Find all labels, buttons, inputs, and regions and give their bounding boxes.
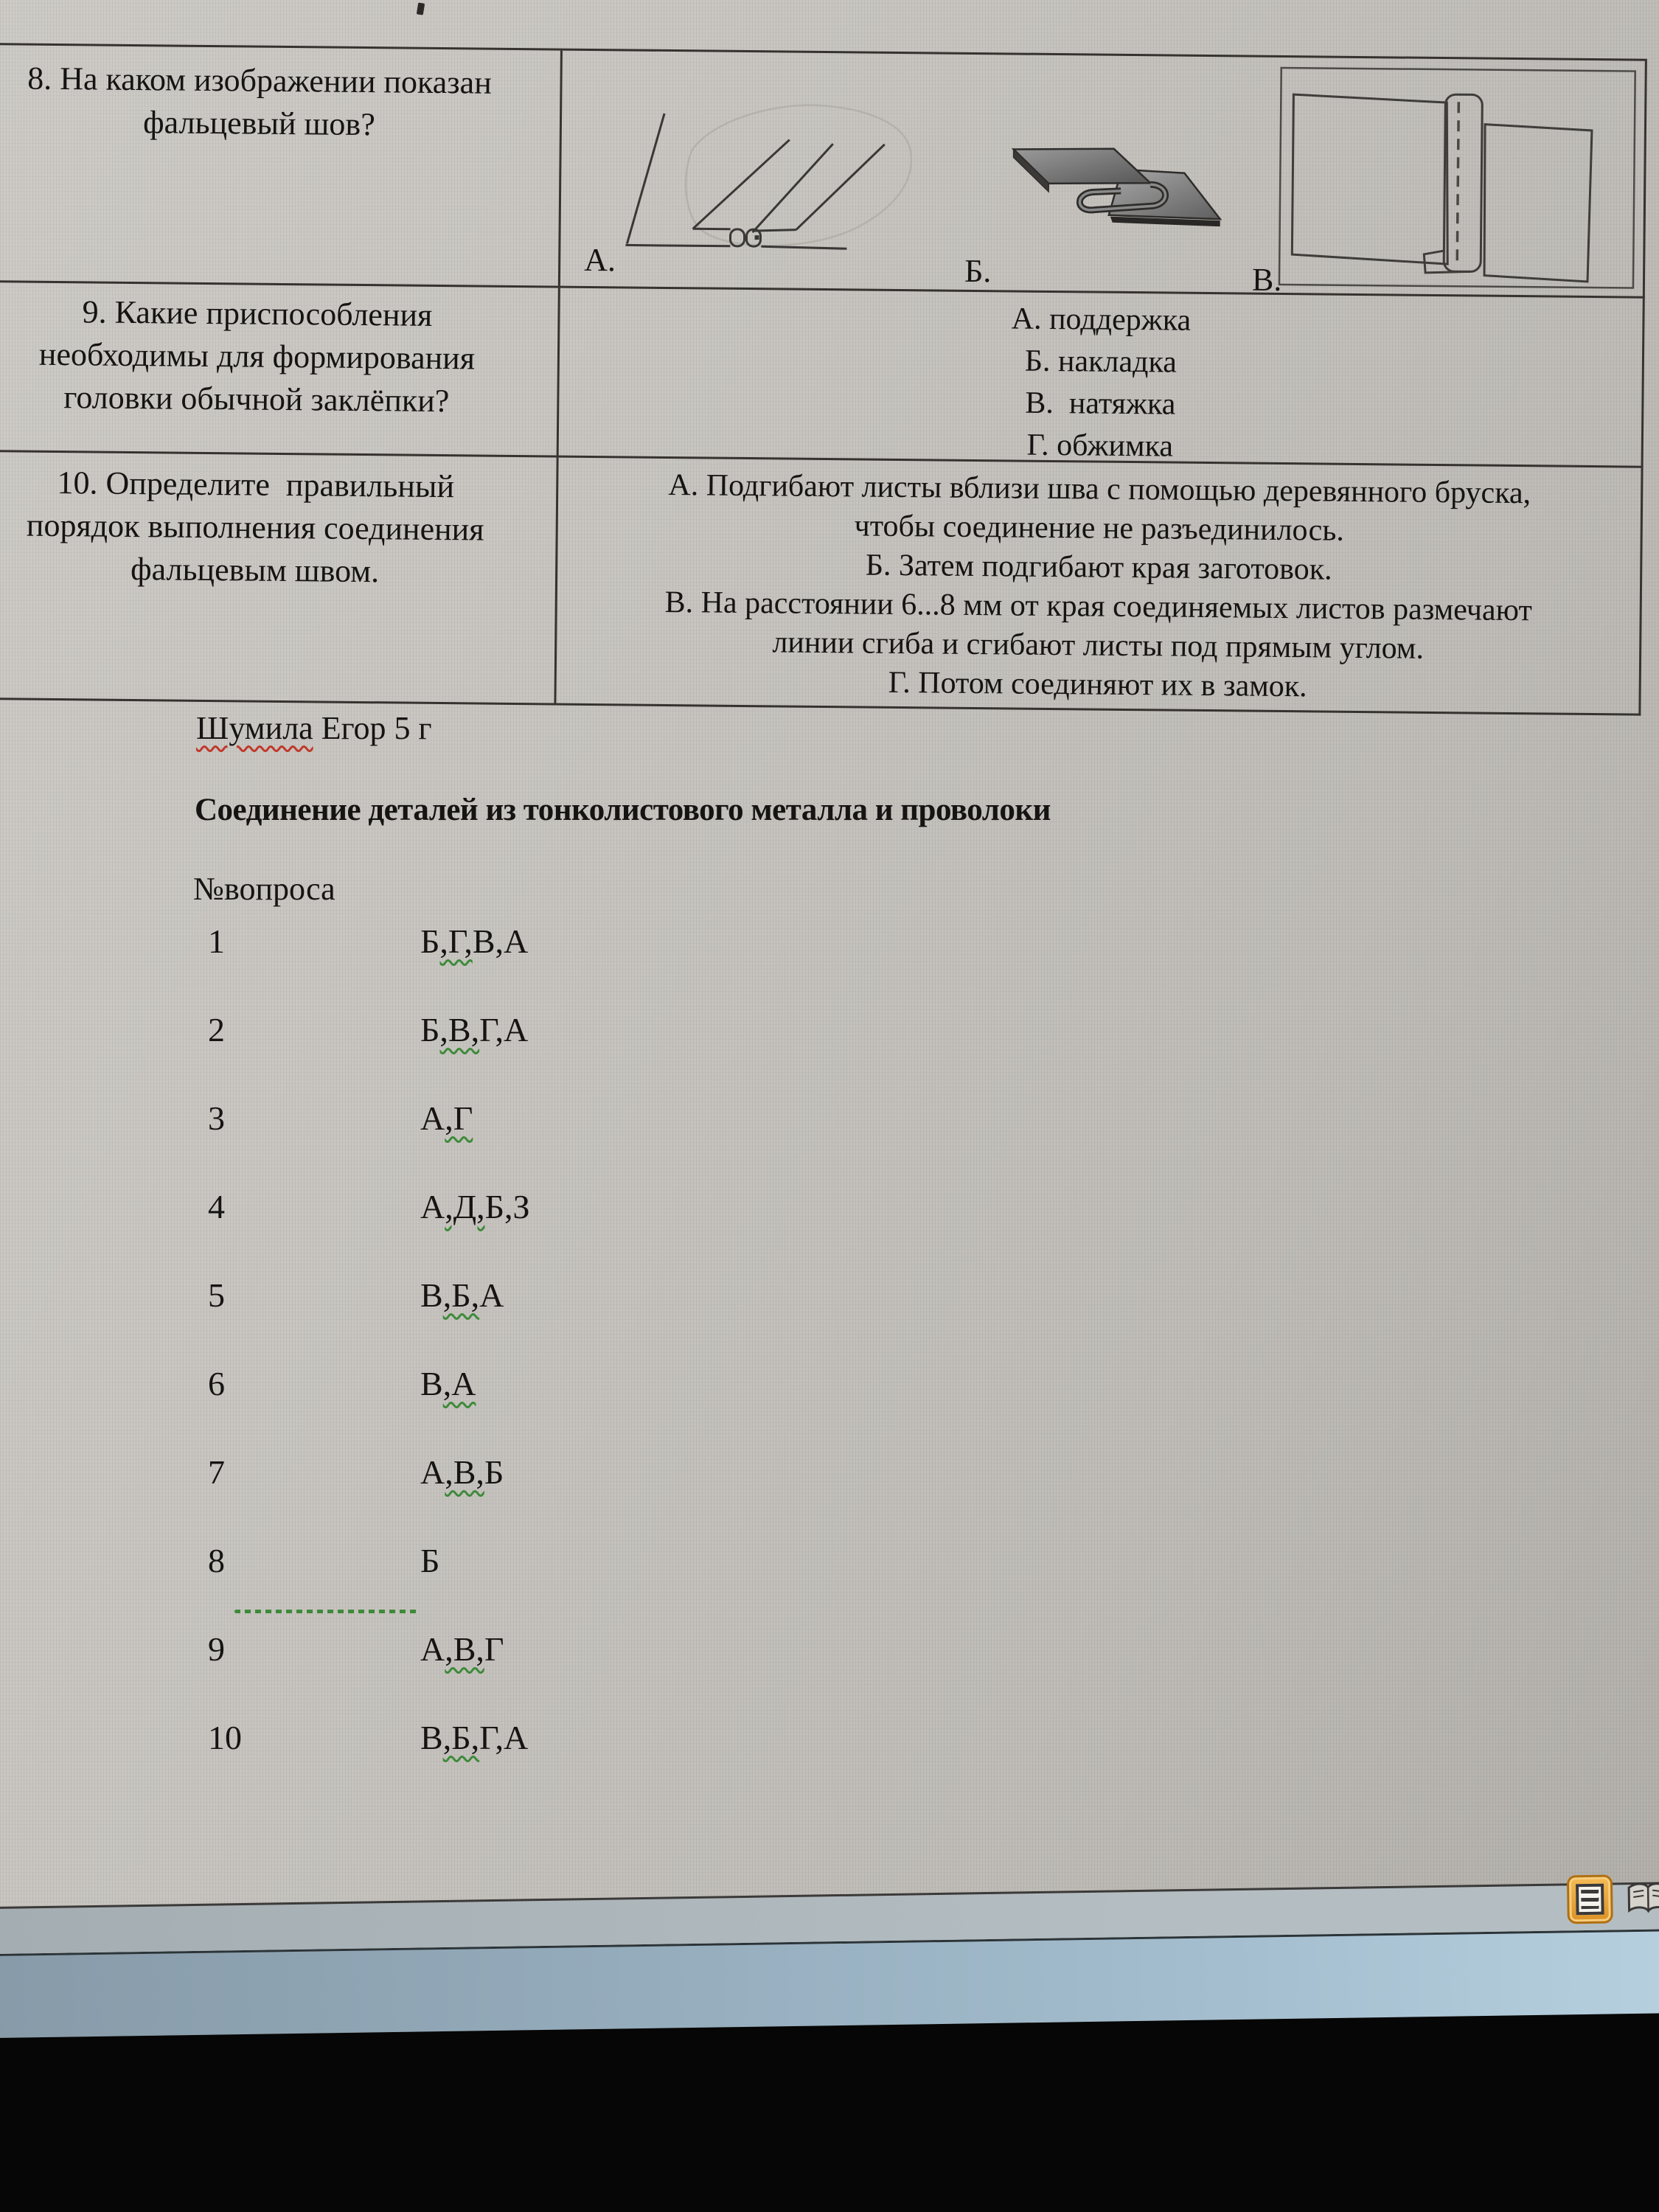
question-8-line2: фальцевый шов? [142, 104, 375, 143]
question-10-option-v-line2: линии сгиба и сгибают листы под прямым углом. [772, 625, 1425, 666]
question-9-option-a: А. поддержка [1011, 302, 1192, 338]
document-title: Соединение деталей из тонколистового металла и проволоки [195, 793, 1051, 827]
seam-image-v [1277, 59, 1648, 299]
grammar-squiggle: ,Б, [442, 1276, 480, 1314]
answer-row-5 [0, 1276, 1659, 1364]
seam-image-a [621, 64, 977, 289]
student-name-line [196, 709, 432, 747]
answer-value: В,Б,Г,А [420, 1719, 529, 1756]
question-10-line2: порядок выполнения соединения [26, 507, 484, 548]
answer-row-7 [0, 1453, 1659, 1541]
answer-row-8 [0, 1541, 1659, 1630]
answer-number: 3 [208, 1099, 225, 1137]
grammar-squiggle: ,Г, [439, 922, 473, 960]
question-9-option-b: Б. накладка [1024, 344, 1178, 380]
answer-number: 8 [208, 1542, 225, 1579]
seam-image-b [1009, 137, 1225, 234]
question-9-line1: 9. Какие приспособления [82, 293, 433, 333]
answer-number: 2 [208, 1011, 225, 1048]
answer-value: В,Б,А [420, 1276, 504, 1314]
question-9-options-cell [559, 288, 1643, 466]
question-10-option-a-line2: чтобы соединение не разъединилось. [854, 509, 1345, 548]
answer-row-6 [0, 1364, 1659, 1453]
question-9-line2: необходимы для формирования [38, 335, 476, 377]
question-10-line3: фальцевым швом. [130, 551, 380, 590]
student-surname: Шумила [196, 710, 313, 746]
normal-view-button[interactable] [1567, 1874, 1613, 1924]
question-10-options-cell [556, 458, 1641, 714]
view-switcher [1567, 1873, 1659, 1924]
answer-value: А,В,Г [420, 1630, 504, 1668]
answer-value: В,А [420, 1365, 476, 1402]
question-10-option-v-line1: В. На расстоянии 6...8 мм от края соединяемых листов размечают [664, 585, 1533, 628]
answer-row-10 [0, 1718, 1659, 1806]
grammar-squiggle: ,В, [445, 1453, 484, 1491]
question-8-cell [0, 45, 563, 286]
answer-value: А,В,Б [420, 1453, 504, 1491]
question-9-line3: головки обычной заклёпки? [63, 379, 450, 420]
dust-speck [417, 2, 425, 15]
window-bottom-chrome [0, 1882, 1659, 2065]
question-8-images-cell [560, 51, 1645, 296]
question-10-option-b: Б. Затем подгибают края заготовок. [865, 548, 1332, 587]
student-name-rest: Егор 5 г [313, 710, 432, 746]
answer-value: Б [420, 1542, 440, 1579]
answer-row-1 [0, 922, 1659, 1010]
grammar-squiggle: ,В, [439, 1011, 480, 1048]
seam-dot [754, 235, 759, 240]
answers-list-header: №вопроса [193, 871, 335, 907]
question-8-line1: 8. На каком изображении показан [27, 60, 492, 101]
normal-view-icon [1576, 1884, 1604, 1916]
grammar-squiggle: ,Г [445, 1099, 473, 1137]
answer-row-2 [0, 1010, 1659, 1099]
answer-number: 5 [208, 1276, 225, 1314]
grammar-squiggle: ,Б, [442, 1719, 480, 1756]
answer-value: А,Д,Б,З [420, 1188, 530, 1225]
answer-row-3 [0, 1099, 1659, 1187]
grammar-squiggle: ,Д, [445, 1188, 485, 1225]
grammar-squiggle: ,А [442, 1365, 476, 1402]
answers-list [0, 922, 1659, 1806]
answer-number: 9 [208, 1630, 225, 1668]
grammar-squiggle: ,В, [445, 1630, 484, 1668]
question-9-option-g: Г. обжимка [1026, 428, 1174, 464]
question-10-line1: 10. Определите правильный [57, 465, 455, 505]
question-10-option-g: Г. Потом соединяют их в замок. [888, 665, 1307, 704]
reading-view-button[interactable] [1624, 1876, 1659, 1921]
answer-number: 10 [208, 1719, 242, 1756]
book-icon [1626, 1880, 1659, 1916]
seam-image-v-label: В. [1251, 261, 1282, 298]
table-row-question-10 [0, 452, 1644, 716]
question-10-cell [0, 452, 559, 703]
answer-value: А,Г [420, 1099, 473, 1137]
answer-value: Б,Г,В,А [420, 922, 529, 960]
seam-image-a-label: А. [583, 241, 616, 279]
question-9-cell [0, 282, 560, 456]
question-9-option-v: В. натяжка [1025, 386, 1176, 422]
answer-number: 6 [208, 1365, 225, 1402]
answer-value: Б,В,Г,А [420, 1011, 529, 1048]
answer-row-9 [0, 1630, 1659, 1718]
seam-image-b-label: Б. [964, 252, 992, 290]
answer-number: 7 [208, 1453, 225, 1491]
quiz-table [0, 43, 1647, 716]
table-row-question-8 [0, 45, 1647, 299]
grammar-squiggle-line [234, 1610, 420, 1613]
answer-row-4 [0, 1187, 1659, 1276]
answer-number: 4 [208, 1188, 225, 1225]
answer-number: 1 [208, 922, 225, 960]
question-10-option-a-line1: А. Подгибают листы вблизи шва с помощью деревянного бруска, [668, 467, 1531, 511]
table-row-question-9 [0, 282, 1645, 468]
